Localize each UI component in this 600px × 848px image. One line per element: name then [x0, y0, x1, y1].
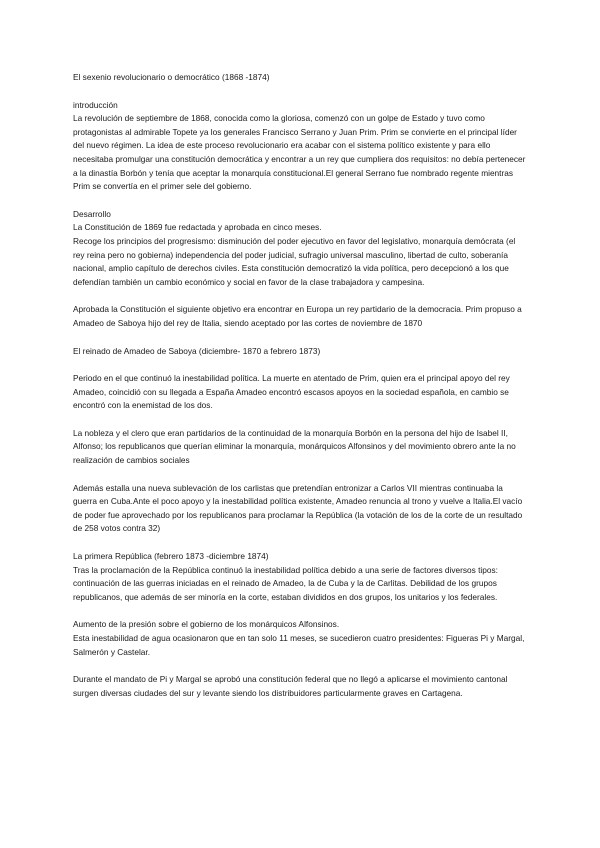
paragraph: Recoge los principios del progresismo: disminución del poder ejecutivo en favor del legislativo, monarquía demócrata (el rey reina pero no gobierna) independencia del poder judicial, sufragio universal masculino, libertad de culto, soberanía nacional, amplio capítulo de derechos civiles. Esta constitución democratizó la vida política, pero decepcionó a los que defendían también un cambio económico y social en favor de la clase trabajadora y campesina. [73, 235, 516, 287]
paragraph: Aumento de la presión sobre el gobierno de los monárquicos Alfonsinos. [73, 619, 340, 630]
section-heading: La primera República (febrero 1873 -diciembre 1874) [73, 551, 269, 562]
paragraph: La revolución de septiembre de 1868, conocida como la gloriosa, comenzó con un golpe de Estado y tuvo como protagonistas al admirable Topete ya los generales Francisco Serrano y Juan Prim. Prim se convierte en el principal líder del nuevo régimen. La idea de este proceso revolucionario era acabar con el sistema político existente y para ello necesitaba promulgar una constitución democrática y encontrar a un rey que cumpliera dos requisitos: no debía pertenecer a la dinastía Borbón y tenía que aceptar la monarquía constitucional.El general Serrano fue nombrado regente mientras Prim se convertía en el primer sele del gobierno. [73, 113, 526, 192]
section-heading: introducción [73, 99, 118, 110]
section-introduction [73, 99, 528, 194]
paragraph: Tras la proclamación de la República continuó la inestabilidad política debido a una serie de factores diversos tipos: continuación de las guerras iniciadas en el reinado de Amadeo, la de Cuba y la de Carlitas. Debilidad de los grupos republicanos, que además de ser minoría en la corte, estaban divididos en dos grupos, los unitarios y los federales. [73, 564, 498, 602]
section-heading: El reinado de Amadeo de Saboya (diciembre- 1870 a febrero 1873) [73, 345, 321, 356]
paragraph: Además estalla una nueva sublevación de los carlistas que pretendían entronizar a Carlos VII mientras continuaba la guerra en Cuba.Ante el poco apoyo y la inestabilidad política existente, Amadeo renuncia al trono y vuelve a Italia.El vacío de poder fue aprovechado por los republicanos para proclamar la República (la votación de los de la corte de un resultado de 258 votos contra 32) [73, 482, 523, 534]
section-subheading: La Constitución de 1869 fue redactada y aprobada en cinco meses. [73, 222, 322, 233]
section-desarrollo [73, 208, 528, 290]
document-body [73, 71, 528, 714]
section-republica-presion [73, 618, 528, 659]
section-heading: Desarrollo [73, 208, 111, 219]
paragraph: Periodo en el que continuó la inestabilidad política. La muerte en atentado de Prim, quien era el principal apoyo del rey Amadeo, coincidió con su llegada a España Amadeo encontró escasos apoyos en la sociedad española, en cambio se encontró con la enemistad de los dos. [73, 373, 510, 411]
paragraph: Durante el mandato de Pi y Margal se aprobó una constitución federal que no llegó a aplicarse el movimiento cantonal surgen diversas ciudades del sur y levante siendo los distribuidores particularmente graves en Cartagena. [73, 674, 508, 698]
paragraph: La nobleza y el clero que eran partidarios de la continuidad de la monarquía Borbón en la persona del hijo de Isabel II, Alfonso; los republicanos que querían eliminar la monarquía, monárquicos Alfonsinos y del movimiento obrero ante la no realización de cambios sociales [73, 427, 516, 466]
document-title: El sexenio revolucionario o democrático (1868 -1874) [73, 72, 270, 82]
section-republica [73, 550, 528, 604]
paragraph: Aprobada la Constitución el siguiente objetivo era encontrar en Europa un rey partidario de la democracia. Prim propuso a Amadeo de Saboya hijo del rey de Italia, siendo aceptado por las cortes de noviembre de 1870 [73, 304, 522, 328]
paragraph: Esta inestabilidad de agua ocasionaron que en tan solo 11 meses, se sucedieron cuatro presidentes: Figueras Pi y Margal, Salmerón y Castelar. [73, 633, 525, 657]
